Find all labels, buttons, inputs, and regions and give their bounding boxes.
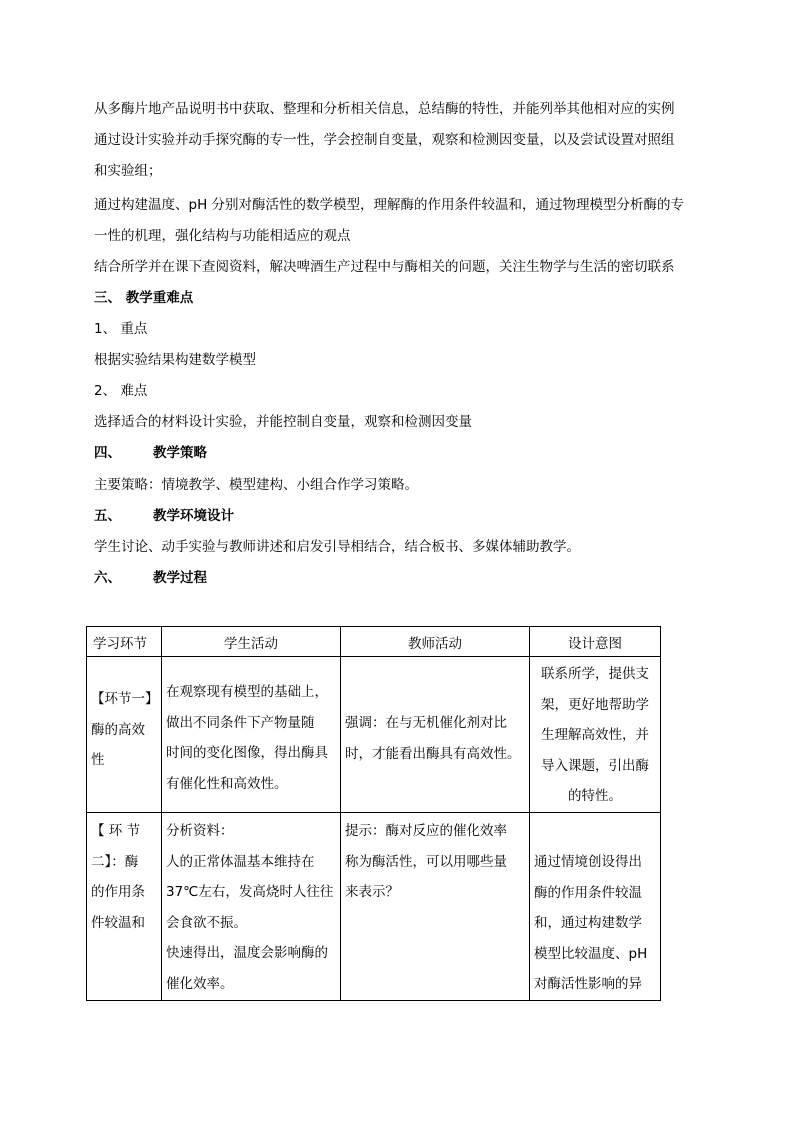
stage-line: 二】：酶 [91,853,139,870]
student-line: 人的正常体温基本维持在 [166,853,315,870]
objective-line-5: 一性的机理，强化结构与功能相适应的观点 [94,228,351,244]
student-line: 会食欲不振。 [166,914,247,931]
objective-line-6: 结合所学并在课下查阅资料，解决啤酒生产过程中与酶相关的问题，关注生物学与生活的密切联系 [94,259,675,275]
design-intent-cell [530,813,661,1001]
section-6-number: 六、 [94,570,121,586]
teacher-activity-cell [341,813,530,1001]
intent-line: 模型比较温度、pH [534,945,648,962]
stage-line: 的作用条 [91,884,145,900]
table-row [87,657,661,813]
intent-line: 联系所学，提供支 [541,666,649,682]
header-design-intent: 设计意图 [530,627,661,657]
stage-cell [87,657,162,813]
section-5-text: 学生讨论、动手实验与教师讲述和启发引导相结合，结合板书、多媒体辅助教学。 [94,539,580,555]
header-stage: 学习环节 [87,627,162,657]
section-6-heading [94,570,207,586]
teacher-line: 称为酶活性，可以用哪些量 [345,853,507,870]
section-4-title: 教学策略 [153,445,207,461]
objective-line-2: 通过设计实验并动手探究酶的专一性，学会控制自变量，观察和检测因变量，以及尝试设置对照组 [94,132,675,148]
intent-line: 酶的作用条件较温 [534,884,642,901]
table-row [87,813,661,1001]
section-4-heading [94,445,207,461]
objective-line-4: 通过构建温度、pH 分别对酶活性的数学模型，理解酶的作用条件较温和，通过物理模型分析酶的专 [94,197,685,213]
header-teacher-activity: 教师活动 [341,627,530,657]
intent-line: 导入课题，引出酶 [541,757,649,774]
stage-line: 件较温和 [91,914,145,931]
student-line: 快速得出，温度会影响酶的 [166,945,328,961]
teacher-line: 时，才能看出酶具有高效性。 [345,745,521,762]
intent-line: 生理解高效性，并 [541,727,649,743]
section-3-heading: 三、 教学重难点 [94,290,194,306]
student-activity-cell [162,813,341,1001]
section-3-item-2-text: 选择适合的材料设计实验，并能控制自变量，观察和检测因变量 [94,414,472,430]
intent-line: 和，通过构建数学 [534,915,642,931]
section-3-item-2-label: 2、 难点 [94,383,148,399]
stage-cell [87,813,162,1001]
stage-line: 酶的高效 [91,721,145,738]
student-line: 有催化性和高效性。 [166,775,288,792]
student-line: 做出不同条件下产物量随 [166,714,315,731]
section-5-number: 五、 [94,508,121,524]
stage-line: 【环节一】 [91,691,159,707]
stage-line: 【 环 节 [91,823,141,839]
section-3-item-1-text: 根据实验结果构建数学模型 [94,352,256,368]
stage-line: 性 [91,752,105,768]
teacher-line: 来表示？ [345,884,399,900]
student-line: 时间的变化图像，得出酶具 [166,745,328,761]
intent-line: 的特性。 [568,788,622,804]
teaching-process-table [86,626,661,1001]
teacher-line: 提示：酶对反应的催化效率 [345,823,507,839]
section-5-title: 教学环境设计 [153,508,234,524]
design-intent-cell [530,657,661,813]
intent-line: 架，更好地帮助学 [541,696,649,713]
section-6-title: 教学过程 [153,570,207,586]
table-header-row [87,627,661,657]
objective-line-1: 从多酶片地产品说明书中获取、整理和分析相关信息，总结酶的特性，并能列举其他相对应的实例 [94,101,675,117]
student-activity-cell [162,657,341,813]
header-student-activity: 学生活动 [162,627,341,657]
student-line: 分析资料： [166,823,234,839]
intent-line: 对酶活性影响的异 [534,976,642,992]
student-line: 在观察现有模型的基础上， [166,684,328,700]
section-4-number: 四、 [94,445,121,461]
student-line: 催化效率。 [166,975,234,992]
section-5-heading [94,508,234,524]
teacher-activity-cell [341,657,530,813]
teacher-line: 强调：在与无机催化剂对比 [345,715,507,731]
objective-line-3: 和实验组； [94,163,162,179]
section-4-text: 主要策略：情境教学、模型建构、小组合作学习策略。 [94,477,418,493]
section-3-item-1-label: 1、 重点 [94,321,148,337]
intent-line: 通过情境创设得出 [534,854,642,870]
student-line: 37℃左右，发高烧时人往往 [166,884,334,900]
